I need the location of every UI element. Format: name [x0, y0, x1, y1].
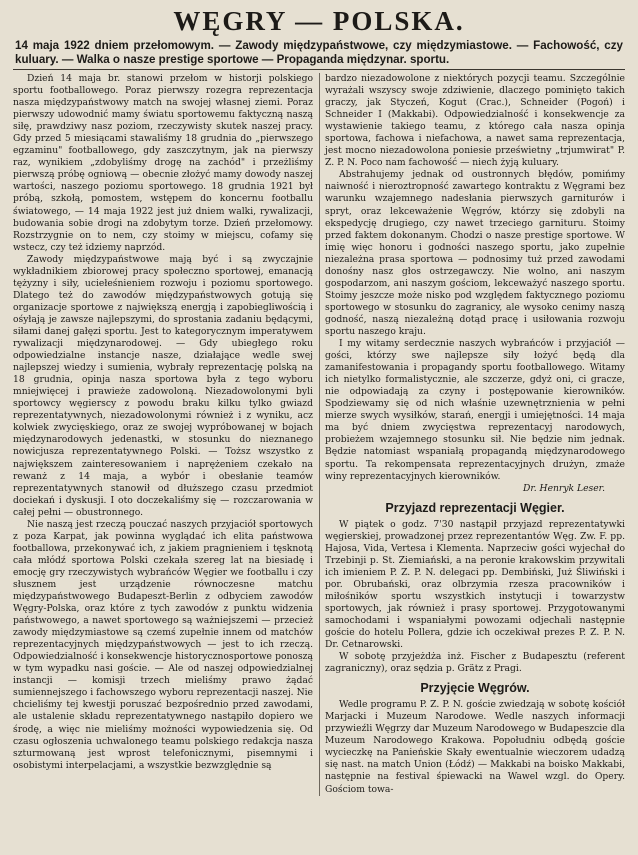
paragraph: Nie naszą jest rzeczą pouczać naszych przyjaciół sportowych z poza Karpat, jak powinna wyglądać ich elita państwowa footballowa, przekonywać ich, z jakiem pragnieniem i tęsknotą cała młódź sportowa Polski czekała szereg lat na biesiadę i emocję gry rzeczywistych wybrańców Węgier we footballu i czy słusznem jest urządzenie równoczesne matchu międzypaństwowego Budapeszt-Berlin z odbyciem zawodów Węgry-Polska, oraz które z tych zawodów z punktu widzenia państwowego, a nawet sportowego są ważniejszemi — przecież zawody międzymiastowe są czemś zupełnie innem od matchów reprezentacyjnych międzypaństwowych — jest to ich rzeczą. Odpowiedzialność i konsekwencje historycznosportowe ponoszą w tym wypadku nasi goście. — Ale od naszej odpowiedzialnej instancji — komisji trzech mieliśmy prawo żądać sumiennejszego i fachowszego wyboru reprezentacji naszej. Nie chcieliśmy tej kwestji poruszać bezpośrednio przed zawodami, ale ustalenie składu reprezentatywnego nastąpiło dopiero we środę, a więc nie mieliśmy możności wypowiedzenia się. Od czasu ogłoszenia uchwalonego teamu polskiego redakcja nasza szturmowaną jest wprost telefonicznymi, pisemnymi i osobistymi interpelacjami, a wszystkie bezwzględnie są [13, 518, 313, 771]
left-column [13, 73, 320, 796]
paragraph: I my witamy serdecznie naszych wybrańców i przyjaciół — gości, którzy swe najlepsze siły łożyć będą dla zamanifestowania i propagandy sportu footballowego. Witamy ich nietylko formalistycznie, ale szczerze, gdyż oni, ci gracze, nie odpowiadają za czyny i postępowanie kierowników. Spodziewamy się od nich właśnie uzewnętrznienia w pełni mierze swych wysiłków, starań, energji i umiejętności. 14 maja ma być dniem zwycięstwa reprezentacyj narodowych, probieżem wzajemnego stosunku sił. Nie będzie nim jednak. Będzie natomiast wspaniałą propagandą międzynarodowego sportu. Ta rekompensata reprezentacyjnych drużyn, zmaże winy reprezentacyjnych kierowników. [325, 338, 625, 482]
headline: WĘGRY — POLSKA. [173, 6, 465, 36]
right-column [321, 73, 625, 796]
section-title-arrival: Przyjazd reprezentacji Węgier. [385, 500, 565, 515]
paragraph: W sobotę przyjeżdża inż. Fischer z Budapesztu (referent zagraniczny), oraz sędzia p. Grätz z Pragi. [325, 651, 625, 675]
paragraph: W piątek o godz. 7'30 nastąpił przyjazd reprezentatywki węgierskiej, prowadzonej przez reprezentantów Węg. Zw. F. pp. Hajosa, Vida, Vertesa i Klementa. Naprzeciw gości wyjechał do Trzebinji p. St. Ziemiański, a na peronie krakowskim przywitali ich imieniem P. Z. P. N. delegaci pp. Dembiński, Już Śliwiński i por. Obrubański, oraz olbrzymia rzesza pracowników i miłośników sportu wszystkich instytucji i towarzystw sportowych, jak również i prasy sportowej. Przygotowanymi samochodami i wspaniałymi powozami odjechali następnie goście do hotelu Pollera, gdzie ich oczekiwał prezes P. Z. P. N. Dr. Cetnarowski. [325, 518, 625, 651]
author-signature: Dr. Henryk Leser. [522, 482, 605, 494]
paragraph: Abstrahujemy jednak od oustronnych błędów, pomińmy naiwność i nieroztropność zawartego kontraktu z Węgrami bez warunku wzajemnego nadesłania pierwszych garniturów i spryt, oraz lekceważenie Węgrów, którzy się zdobyli na ekspedycję drugiego, czy nawet trzeciego garnituru. Stoimy przed faktem dokonanym. Chodzi o nasze prestige sportowe. W imię więc honoru i godności naszego sportu, jako zupełnie niezależna prasa sportowa — podnosimy tuż przed zawodami donośny nasz głos ostrzegawczy. Nie wolno, ani naszym gospodarzom, ani naszym gościom, lekceważyć naszego sportu. Stoimy jeszcze może nisko pod względem faktycznego poziomu sportowego w stosunku do zagranicy, ale wysoko cenimy naszą godność, naszą niezależną dotąd pracę i usiłowania rozwoju sportu naszego kraju. [325, 169, 625, 337]
paragraph: Zawody międzypaństwowe mają być i są zwyczajnie wykładnikiem zbiorowej pracy społeczno sportowej, emanacją tężyzny i siły, uciełeśnieniem rozwoju i poziomu sportowego. Dlatego też do zawodów międzypaństwowych gotują się organizacje sportowe z największą energją i zapobiegliwością i ośyłają je zawsze najlepszymi, do sprostania zadaniu będącymi, siłami danej gałęzi sportu. Jest to kategorycznym imperatywem rywalizacji międzynarodowej. — Gdy ubiegłego roku odpowiedzialne instancje nasze, działające wedle swej najlepszej wiedzy i sumienia, wybrały reprezentację polską na 18 grudnia, opinja nasza sportowa była z tego wyboru mniejwięcej i prawieże zadowoloną. Niezadowolonymi byli sportowcy węgierscy z powodu braku kilku tylko gwiazd reprezentatywnych, niezadowolonymi również i z wyniku, acz kolwiek zwycięskiego, oraz ze swojej wypróbowanej w bojach międzynarodowych jedenastki, w stosunku do nieznanego nowicjusza reprezentatywnego Polski. — Toższ wszystko z największem zainteresowaniem i naprężeniem czekało na rewanż z 14 maja, a wybór i obesłanie teamów reprezentatywnych stanowił od dłuższego czasu przedmiot dociekań i dyskusji. I oto doczekaliśmy się — rozczarowania w całej pełni — obustronnego. [13, 253, 313, 518]
paragraph: Dzień 14 maja br. stanowi przełom w historji polskiego sportu footballowego. Poraz pierwszy rozegra reprezentacja nasza międzypaństwowy match na swojej własnej ziemi. Poraz pierwszy udowodnić mamy światu sportowemu faktyczną naszą siłę, prawdziwy nasz poziom, rzeczywisty skutek naszej pracy. Gdy przed 5 miesiącami stawaliśmy 18 grudnia do „pierwszego egzaminu" footballowego, gdy zaszczytnym, jak na pierwszy raz, wynikiem „zdobyliśmy drogę na zachód" i przeżliśmy pierwszą próbę ogniową — obecnie złożyć mamy dowody naszej wartości, naszego poziomu sportowego. 18 grudnia 1921 był próbą, szkołą, pomostem, wstępem do koncernu footballu światowego, — 14 maja 1922 jest już dniem walki, rywalizacji, budowania sobie drogi na zdobytym torze. Dzień przełomowy. Rozstrzygnie on to nem, czy stoimy w miejscu, cofamy się wstecz, czy też idziemy naprzód. [13, 73, 313, 253]
section-title-reception: Przyjęcie Węgrów. [420, 681, 530, 696]
paragraph: Wedle programu P. Z. P. N. goście zwiedzają w sobotę kościół Marjacki i Muzeum Narodowe. Wedle naszych informacji przywieźli Węgrzy dar Muzeum Narodowego w Budapeszcie dla Muzeum Narodowego Krakowa. Popołudniu odbędą goście wycieczkę na Panieńskie Skały ewentualnie wieczorem udadzą się nast. na match Union (Łódź) — Makkabi na boisko Makkabi, następnie na festival śpiewacki na Wawel wzgl. do Opery. Gościom towa- [325, 699, 625, 795]
divider [13, 69, 625, 70]
article-columns [13, 73, 625, 796]
paragraph: bardzo niezadowolone z niektórych pozycji teamu. Szczególnie wyrażali wszyscy swoje zdziwienie, dlaczego pominięto takich graczy, jak Styczeń, Kogut (Crac.), Schneider (Pogoń) i Schneider I (Makkabi). Odpowiedzialność i konsekwencje za wystawienie takiego teamu, z którego cała nasza opinja sportowa, fachowa i niefachowa, a nawet sama reprezentacja, jest mocno niezadowolona poniesie prześwietny „trjumwirat" P. Z. P. N. Poco nam fachowość — niech żyją kuluary. [325, 73, 625, 169]
subheadline: 14 maja 1922 dniem przełomowym. — Zawody międzypaństwowe, czy międzymiastowe. — Fachowość, czy kuluary. — Walka o nasze prestige sportowe — Propaganda międzynar. sportu. [15, 39, 623, 66]
